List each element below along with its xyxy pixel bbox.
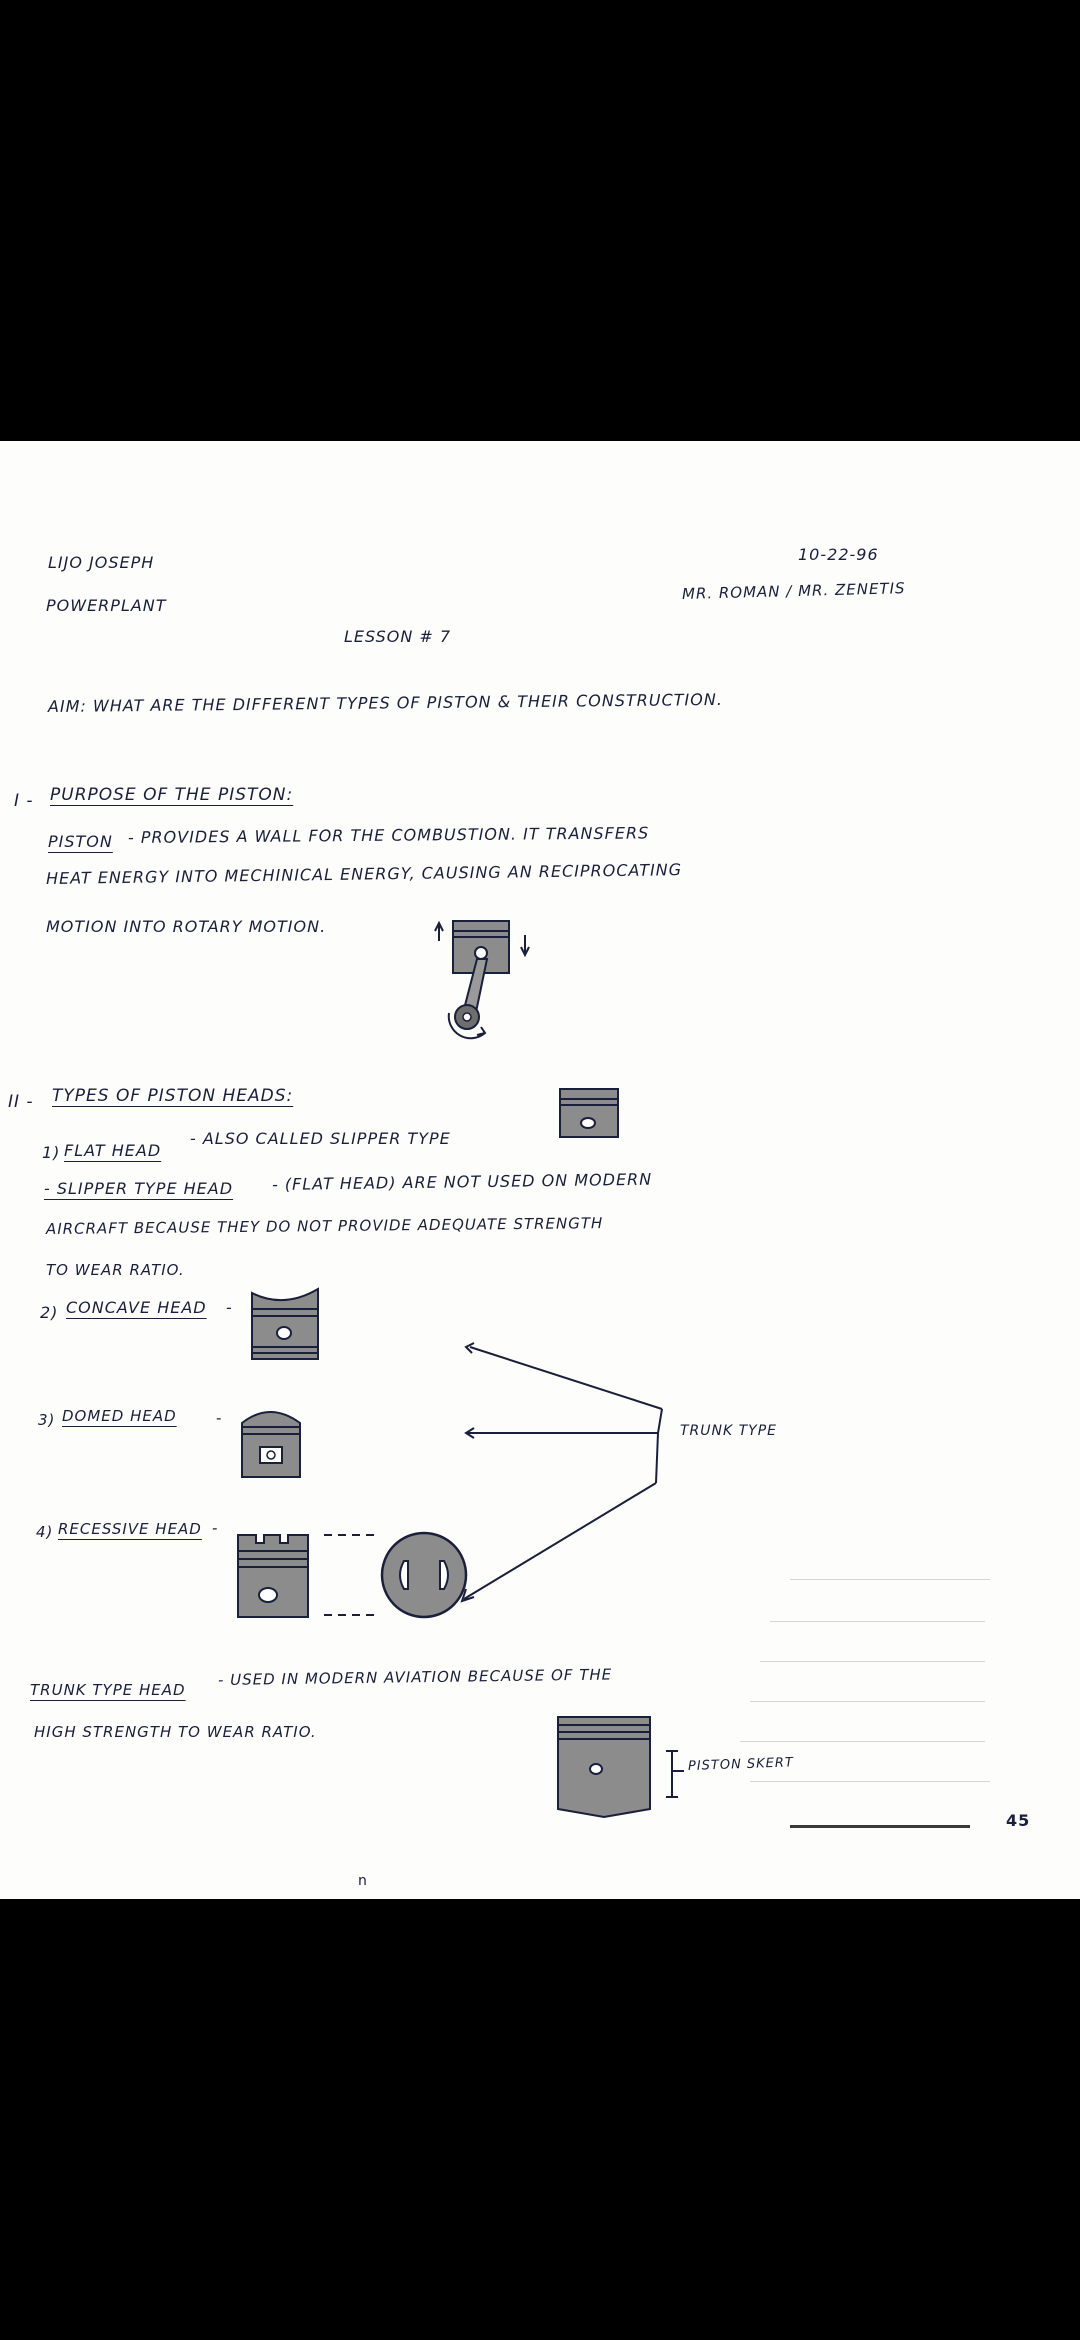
trunk-type-label: TRUNK TYPE (680, 1423, 778, 1439)
recessive-head-dashes (320, 1529, 380, 1619)
recessive-head-number: 4) (36, 1523, 54, 1541)
trunk-type-pointer-lines (460, 1341, 680, 1621)
section1-title: PURPOSE OF THE PISTON: (50, 785, 294, 805)
trunk-head-desc: - USED IN MODERN AVIATION BECAUSE OF THE (217, 1665, 613, 1689)
section2-number: II - (8, 1092, 34, 1112)
recessive-head-piston-drawing (234, 1529, 320, 1621)
section1-line3: MOTION INTO ROTARY MOTION. (46, 917, 327, 936)
lesson-title: LESSON # 7 (344, 627, 452, 646)
domed-head-dash: - (216, 1409, 223, 1427)
ruled-line (790, 1579, 990, 1580)
flat-head-term: FLAT HEAD (64, 1141, 162, 1160)
domed-head-piston-drawing (238, 1403, 304, 1483)
section1-line2: HEAT ENERGY INTO MECHINICAL ENERGY, CAUSING AN RECIPROCATING (45, 860, 683, 888)
ruled-line (760, 1661, 985, 1662)
teachers-label: MR. ROMAN / MR. ZENETIS (681, 579, 906, 603)
notebook-page (0, 441, 1080, 1899)
footer-mark: n (358, 1873, 368, 1889)
flat-head-number: 1) (42, 1143, 61, 1162)
slipper-head-desc: - (FLAT HEAD) ARE NOT USED ON MODERN (271, 1169, 653, 1194)
recessive-head-term: RECESSIVE HEAD (58, 1520, 202, 1538)
ruled-line (750, 1701, 985, 1702)
trunk-head-line2: HIGH STRENGTH TO WEAR RATIO. (34, 1723, 317, 1741)
piston-crank-diagram (425, 913, 545, 1043)
section2-title: TYPES OF PISTON HEADS: (52, 1086, 294, 1106)
flat-head-piston-drawing (558, 1085, 622, 1141)
ratio-line: TO WEAR RATIO. (46, 1261, 185, 1279)
recessive-head-dash: - (212, 1519, 219, 1537)
ruled-line (740, 1741, 985, 1742)
section1-number: I - (14, 791, 34, 811)
concave-head-number: 2) (40, 1303, 59, 1322)
ruled-line (770, 1621, 985, 1622)
student-name: LIJO JOSEPH (48, 553, 155, 572)
domed-head-number: 3) (38, 1411, 56, 1429)
subject-label: POWERPLANT (46, 596, 167, 615)
aircraft-line: AIRCRAFT BECAUSE THEY DO NOT PROVIDE ADEQUATE STRENGTH (45, 1214, 604, 1238)
ruled-line (750, 1781, 990, 1782)
section1-line1: - PROVIDES A WALL FOR THE COMBUSTION. IT TRANSFERS (127, 823, 650, 847)
date-label: 10-22-96 (798, 545, 879, 564)
concave-head-piston-drawing (248, 1283, 324, 1365)
page-number: 45 (1006, 1811, 1031, 1830)
section1-term: PISTON (48, 832, 113, 851)
flat-head-desc: - ALSO CALLED SLIPPER TYPE (190, 1129, 451, 1148)
concave-head-dash: - (226, 1298, 233, 1317)
bottom-rule (790, 1825, 970, 1828)
domed-head-term: DOMED HEAD (62, 1407, 177, 1425)
slipper-head-term: - SLIPPER TYPE HEAD (44, 1179, 234, 1198)
piston-skirt-label: PISTON SKERT (687, 1755, 795, 1774)
aim-line: AIM: WHAT ARE THE DIFFERENT TYPES OF PISTON & THEIR CONSTRUCTION. (47, 689, 723, 716)
trunk-head-term: TRUNK TYPE HEAD (30, 1681, 186, 1699)
concave-head-term: CONCAVE HEAD (66, 1298, 207, 1317)
